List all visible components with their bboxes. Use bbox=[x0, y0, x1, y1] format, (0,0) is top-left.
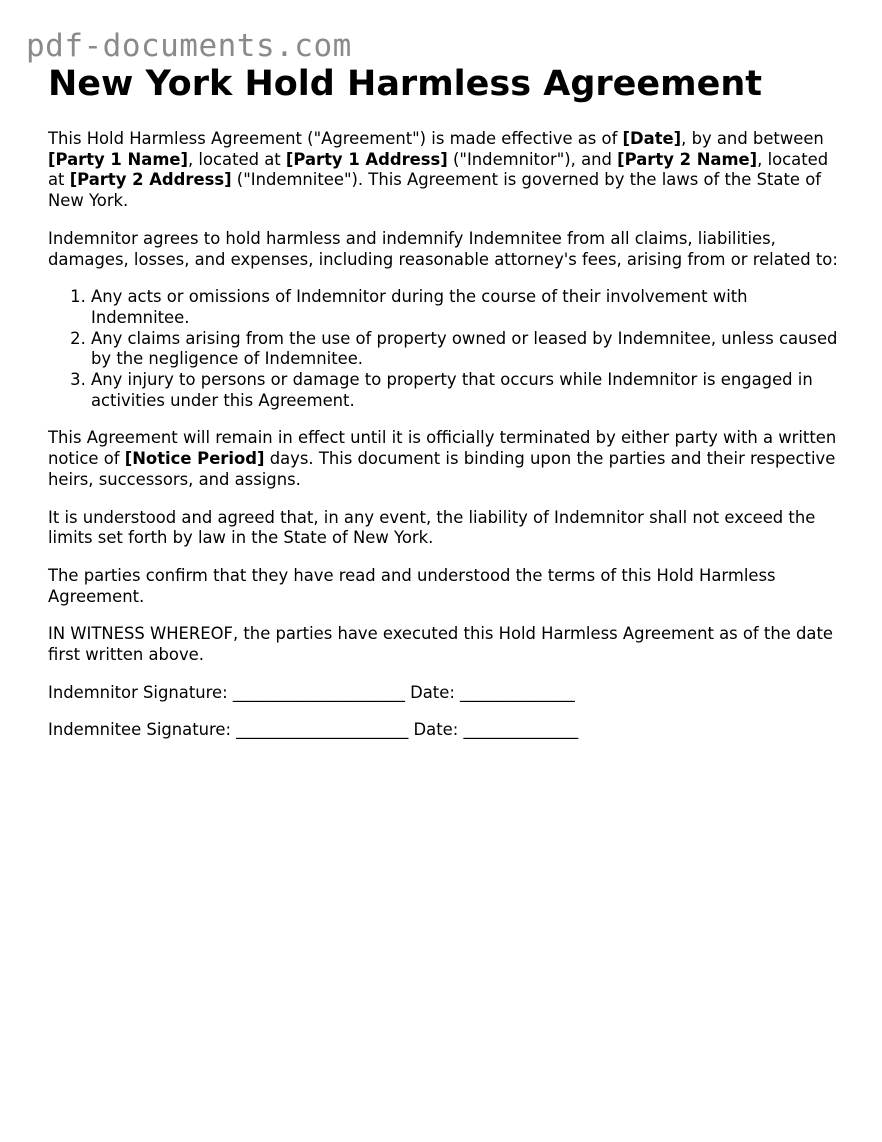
document-page bbox=[48, 62, 848, 741]
indemnitee-signature-line: Indemnitee Signature: _____________________ Date: ______________ bbox=[48, 720, 579, 740]
witness-paragraph: IN WITNESS WHEREOF, the parties have executed this Hold Harmless Agreement as of the date first written above. bbox=[48, 624, 833, 665]
document-title: New York Hold Harmless Agreement bbox=[48, 64, 762, 104]
intro-text: ("Indemnitee"). This Agreement is governed by the laws of the State of New York. bbox=[48, 170, 821, 211]
intro-text: , located at bbox=[48, 149, 829, 190]
date-placeholder: [Date] bbox=[622, 129, 682, 148]
indemnitor-signature-line: Indemnitor Signature: _____________________ Date: ______________ bbox=[48, 682, 575, 702]
intro-text: , located at bbox=[188, 149, 286, 169]
intro-text: This Hold Harmless Agreement ("Agreement") is made effective as of bbox=[48, 129, 623, 148]
indemnity-list bbox=[48, 287, 848, 411]
site-watermark: pdf-documents.com bbox=[26, 28, 352, 64]
party2-name-placeholder: [Party 2 Name] bbox=[617, 149, 758, 169]
party2-address-placeholder: [Party 2 Address] bbox=[69, 170, 232, 190]
term-text: days. This document is binding upon the parties and their respective heirs, successors, and assigns. bbox=[48, 449, 836, 489]
list-item: 2. Any claims arising from the use of property owned or leased by Indemnitee, unless caused by the negligence of Indemnitee. bbox=[91, 329, 848, 370]
intro-paragraph bbox=[48, 129, 848, 212]
confirmation-paragraph: The parties confirm that they have read and understood the terms of this Hold Harmless Agreement. bbox=[48, 565, 776, 606]
list-item: 1. Any acts or omissions of Indemnitor during the course of their involvement with Indemnitee. bbox=[91, 287, 848, 328]
indemnity-paragraph: Indemnitor agrees to hold harmless and indemnify Indemnitee from all claims, liabilities, damages, losses, and expenses, including reasonable attorney's fees, arising from or related to: bbox=[48, 228, 838, 269]
list-item: 3. Any injury to persons or damage to property that occurs while Indemnitor is engaged in activities under this Agreement. bbox=[91, 370, 848, 411]
intro-text: , by and between bbox=[681, 129, 824, 148]
party1-address-placeholder: [Party 1 Address] bbox=[285, 149, 448, 169]
liability-paragraph: It is understood and agreed that, in any event, the liability of Indemnitor shall not exceed the limits set forth by law in the State of New York. bbox=[48, 507, 816, 548]
notice-period-placeholder: [Notice Period] bbox=[124, 449, 265, 469]
term-text: This Agreement will remain in effect until it is officially terminated by either party with a written notice of bbox=[48, 428, 837, 469]
intro-text: ("Indemnitor"), and bbox=[447, 149, 618, 169]
term-paragraph bbox=[48, 428, 848, 490]
party1-name-placeholder: [Party 1 Name] bbox=[48, 149, 189, 169]
